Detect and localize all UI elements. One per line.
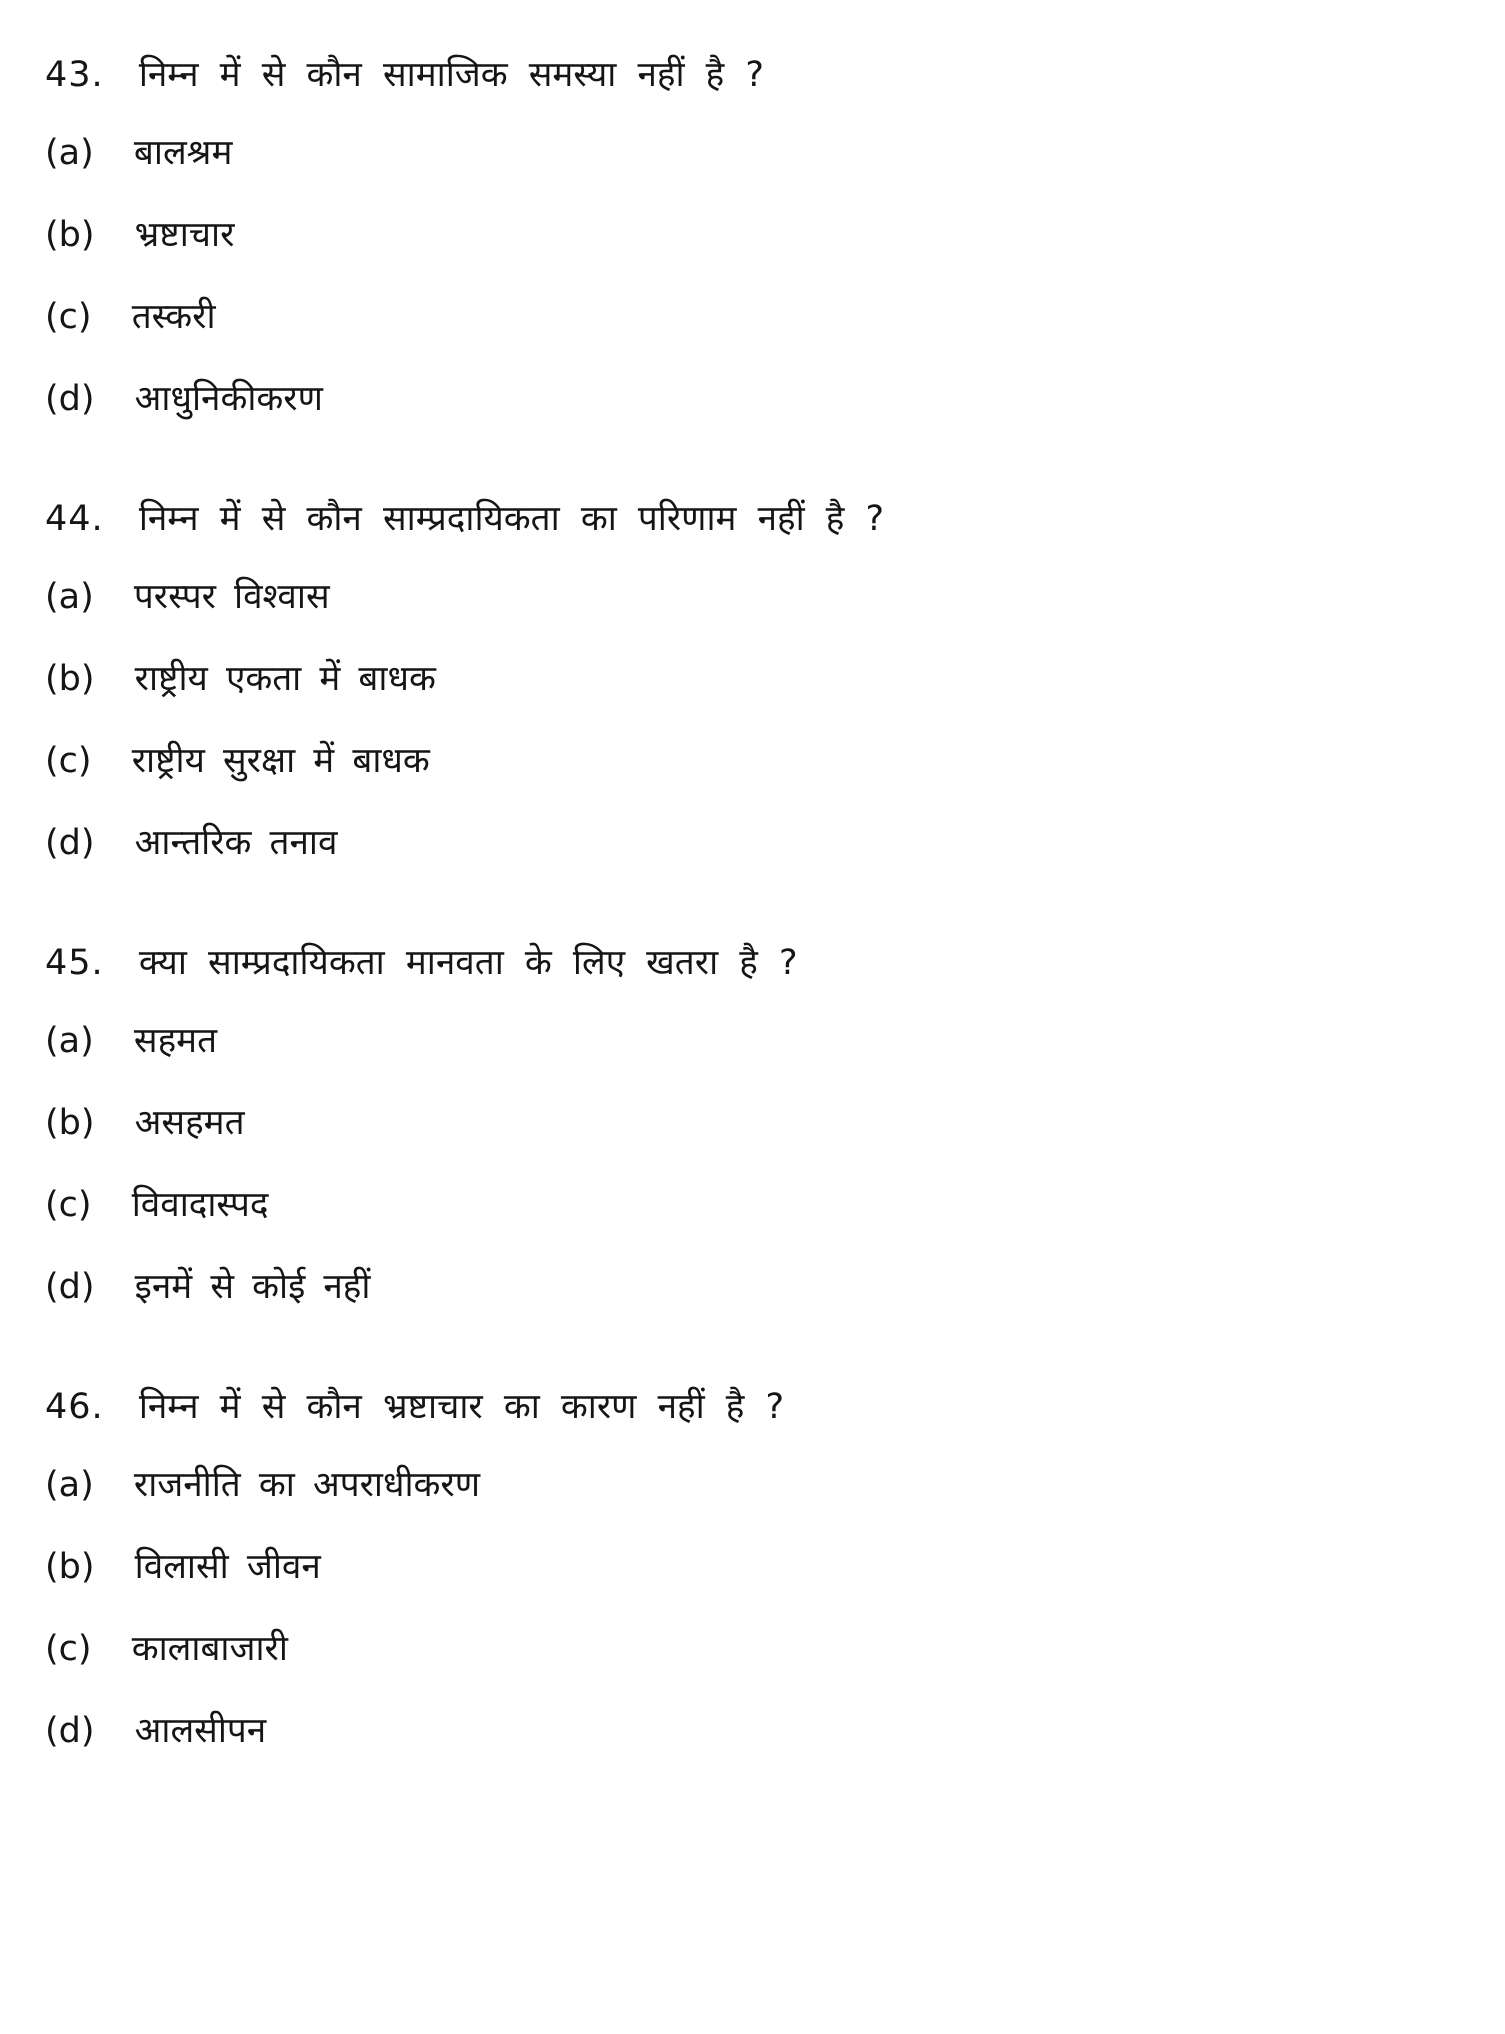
- option-label: (b): [45, 659, 95, 699]
- option-label: (a): [45, 133, 94, 173]
- option-label: (c): [45, 297, 92, 337]
- question-line: [45, 940, 1445, 986]
- question-text: निम्न में से कौन सामाजिक समस्या नहीं है ?: [138, 55, 764, 95]
- option-c: [45, 1182, 1445, 1228]
- option-d: [45, 1708, 1445, 1754]
- question-number: 46.: [45, 1387, 104, 1427]
- option-a: [45, 1462, 1445, 1508]
- option-label: (a): [45, 577, 94, 617]
- option-label: (d): [45, 379, 95, 419]
- question-text: क्या साम्प्रदायिकता मानवता के लिए खतरा है ?: [138, 943, 798, 983]
- option-text: तस्करी: [131, 297, 216, 337]
- option-d: [45, 820, 1445, 866]
- option-label: (a): [45, 1465, 94, 1505]
- question-line: [45, 496, 1445, 542]
- question-number: 43.: [45, 55, 104, 95]
- option-c: [45, 294, 1445, 340]
- option-text: भ्रष्टाचार: [134, 215, 235, 255]
- option-label: (b): [45, 215, 95, 255]
- option-a: [45, 130, 1445, 176]
- option-text: राष्ट्रीय सुरक्षा में बाधक: [131, 741, 430, 781]
- option-text: आलसीपन: [134, 1711, 267, 1751]
- option-c: [45, 1626, 1445, 1672]
- option-text: परस्पर विश्वास: [133, 577, 330, 617]
- question-43: [45, 52, 1445, 422]
- question-44: [45, 496, 1445, 866]
- option-a: [45, 574, 1445, 620]
- option-label: (c): [45, 741, 92, 781]
- question-46: [45, 1384, 1445, 1754]
- option-text: राष्ट्रीय एकता में बाधक: [134, 659, 436, 699]
- option-b: [45, 212, 1445, 258]
- option-b: [45, 1544, 1445, 1590]
- question-number: 45.: [45, 943, 104, 983]
- option-label: (c): [45, 1629, 92, 1669]
- option-text: सहमत: [133, 1021, 218, 1061]
- option-c: [45, 738, 1445, 784]
- option-d: [45, 376, 1445, 422]
- question-number: 44.: [45, 499, 104, 539]
- question-line: [45, 1384, 1445, 1430]
- option-text: इनमें से कोई नहीं: [134, 1267, 371, 1307]
- option-b: [45, 656, 1445, 702]
- option-label: (c): [45, 1185, 92, 1225]
- option-text: राजनीति का अपराधीकरण: [133, 1465, 481, 1505]
- option-a: [45, 1018, 1445, 1064]
- option-label: (d): [45, 1267, 95, 1307]
- option-label: (b): [45, 1547, 95, 1587]
- question-paper-page: [45, 52, 1445, 1754]
- option-text: असहमत: [134, 1103, 245, 1143]
- option-text: आन्तरिक तनाव: [134, 823, 338, 863]
- option-text: विलासी जीवन: [134, 1547, 321, 1587]
- question-text: निम्न में से कौन साम्प्रदायिकता का परिणाम नहीं है ?: [138, 499, 885, 539]
- question-text: निम्न में से कौन भ्रष्टाचार का कारण नहीं है ?: [138, 1387, 785, 1427]
- option-text: बालश्रम: [133, 133, 233, 173]
- option-label: (a): [45, 1021, 94, 1061]
- option-b: [45, 1100, 1445, 1146]
- question-45: [45, 940, 1445, 1310]
- option-text: कालाबाजारी: [131, 1629, 288, 1669]
- question-line: [45, 52, 1445, 98]
- option-text: विवादास्पद: [131, 1185, 269, 1225]
- option-label: (d): [45, 1711, 95, 1751]
- option-label: (b): [45, 1103, 95, 1143]
- option-label: (d): [45, 823, 95, 863]
- option-d: [45, 1264, 1445, 1310]
- option-text: आधुनिकीकरण: [134, 379, 323, 419]
